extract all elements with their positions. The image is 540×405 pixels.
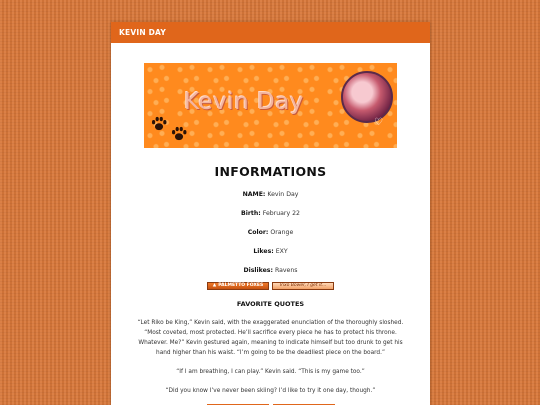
fox-icon: ▲ [212, 283, 217, 288]
info-value: February 22 [262, 210, 300, 217]
info-value: Orange [270, 229, 294, 236]
info-value: Kevin Day [267, 191, 299, 198]
info-label: Likes: [253, 248, 274, 255]
info-label: Birth: [241, 210, 261, 217]
section-title: INFORMATIONS [214, 164, 327, 179]
info-value: Ravens [274, 267, 298, 274]
badge-label: PALMETTO FOXES [218, 283, 264, 288]
profile-panel [111, 22, 430, 405]
quote-text: “Let Riko be King,” Kevin said, with the exaggerated enunciation of the thoroughly sloshed. “Most coveted, most protected. He’ll sacrifice every piece he has to protect his throne. Whatever. Me?” Kevin gestured again, meaning to indicate himself but too drunk to get his hand higher than his waist. “I’m going to be the deadliest piece on the board.” [137, 320, 404, 356]
info-row-likes [111, 248, 430, 255]
profile-banner [144, 63, 397, 148]
quote-badge[interactable] [272, 282, 334, 290]
quote-text: “Did you know I’ve never been skiing? I’d like to try it one day, though.” [165, 388, 376, 394]
badge-label: Vixo Bower, I get it... [279, 283, 327, 288]
info-row-birth [111, 210, 430, 217]
info-label: Dislikes: [243, 267, 273, 274]
paw-print-icon [170, 125, 188, 143]
info-row-color [111, 229, 430, 236]
quote-text: “If I am breathing, I can play.” Kevin said. “This is my game too.” [176, 369, 365, 375]
info-row-dislikes [111, 267, 430, 274]
info-value: EXY [275, 248, 288, 255]
info-label: NAME: [242, 191, 266, 198]
panel-title: KEVIN DAY [111, 22, 430, 43]
avatar [341, 71, 393, 123]
profile-content [111, 63, 430, 405]
badge-row [111, 282, 430, 290]
palmetto-foxes-badge[interactable] [207, 282, 269, 290]
heart-icon: ♡ [374, 117, 383, 128]
info-label: Color: [247, 229, 269, 236]
paw-print-icon [150, 115, 168, 133]
banner-title: Kevin Day [184, 89, 304, 115]
info-row-name [111, 191, 430, 198]
favorite-quotes-title: FAVORITE QUOTES [236, 300, 305, 308]
